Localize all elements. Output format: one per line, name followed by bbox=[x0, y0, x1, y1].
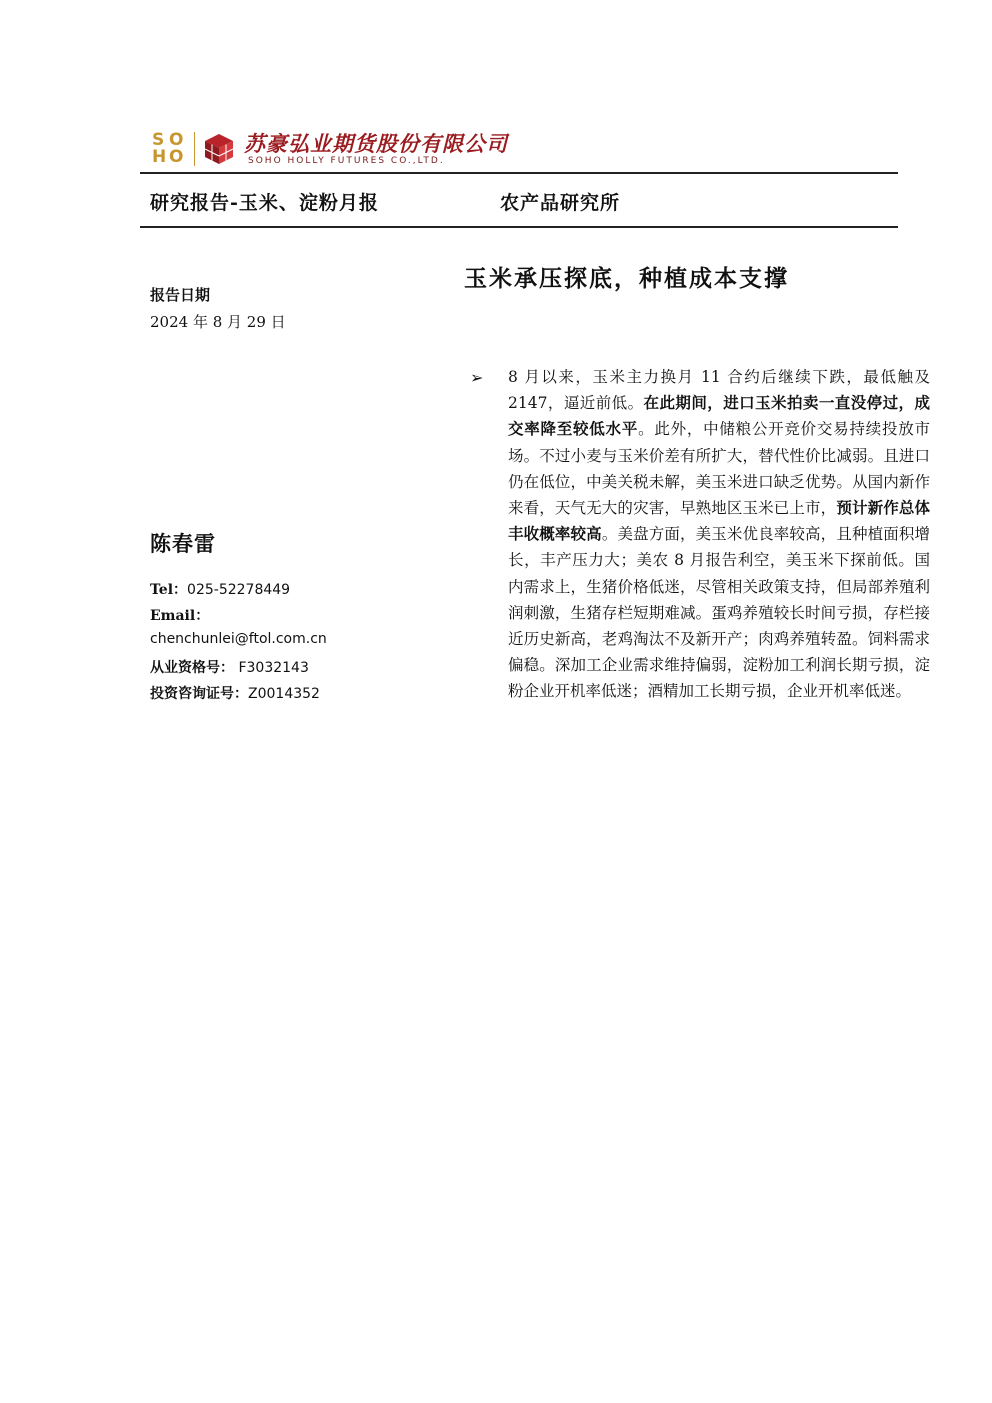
company-logo bbox=[150, 130, 508, 168]
cube-logo-icon bbox=[202, 132, 236, 166]
license-label: 从业资格号： bbox=[150, 660, 234, 676]
summary-highlight: 预计新作总体丰收概率较高 bbox=[508, 498, 930, 544]
header-bottom-rule bbox=[140, 226, 898, 228]
brand-name-en: SOHO HOLLY FUTURES CO.,LTD. bbox=[248, 155, 445, 166]
summary-highlight: 在此期间，进口玉米拍卖一直没停过，成交率降至较低水平 bbox=[508, 393, 930, 439]
email-value[interactable]: chenchunlei@ftol.com.cn bbox=[150, 631, 327, 647]
author-tel bbox=[150, 579, 290, 599]
author-email[interactable] bbox=[150, 631, 327, 647]
tel-value: 025-52278449 bbox=[187, 582, 291, 598]
author-email-label bbox=[150, 605, 209, 625]
brand-name-cn: 苏豪弘业期货股份有限公司 bbox=[244, 130, 508, 156]
advisor-label: 投资咨询证号： bbox=[150, 686, 248, 702]
author-license bbox=[150, 657, 309, 677]
advisor-value: Z0014352 bbox=[248, 686, 320, 702]
tel-label: Tel： bbox=[150, 582, 188, 598]
summary-segment: 。美盘方面，美玉米优良率较高，且种植面积增长，丰产压力大；美农 8 月报告利空，美玉米下探前低。国内需求上，生猪价格低迷，尽管相关政策支持，但局部养殖利润刺激，生猪存栏短期难减。蛋鸡养殖较长时间亏损，存栏接近历史新高，老鸡淘汰不及新开产；肉鸡养殖转盈。饲料需求偏稳。深加工企业需求维持偏弱，淀粉加工利润长期亏损，淀粉企业开机率低迷；酒精加工长期亏损，企业开机率低迷。 bbox=[508, 525, 930, 701]
logo-letter-o: O bbox=[169, 130, 184, 150]
author-advisor-license bbox=[150, 683, 320, 703]
report-date-label: 报告日期 bbox=[150, 286, 211, 304]
soho-logo-mark bbox=[150, 131, 188, 167]
bullet-arrow-icon: ➢ bbox=[470, 368, 484, 387]
logo-letter-h: H bbox=[152, 147, 167, 167]
email-label: Email： bbox=[150, 608, 210, 624]
header-top-rule bbox=[140, 172, 898, 174]
brand-text bbox=[244, 132, 508, 167]
institute-name: 农产品研究所 bbox=[500, 192, 621, 214]
summary-segment: 。此外，中储粮公开竞价交易持续投放市场。不过小麦与玉米价差有所扩大，替代性价比减弱。且进口仍在低位，中美关税未解，美玉米进口缺乏优势。从国内新作来看，天气无大的灾害，早熟地区玉米已上市， bbox=[508, 420, 930, 518]
logo-letter-s: S bbox=[152, 130, 165, 150]
author-name: 陈春雷 bbox=[150, 531, 216, 556]
summary-paragraph bbox=[508, 364, 930, 705]
report-title: 玉米承压探底，种植成本支撑 bbox=[464, 265, 789, 292]
report-type: 研究报告-玉米、淀粉月报 bbox=[150, 192, 379, 214]
logo-letter-o2: O bbox=[169, 147, 184, 167]
logo-divider bbox=[194, 132, 195, 166]
report-date-value: 2024 年 8 月 29 日 bbox=[150, 313, 286, 331]
license-value: F3032143 bbox=[238, 660, 309, 676]
summary-segment: 8 月以来，玉米主力换月 11 合约后继续下跌，最低触及 2147，逼近前低。 bbox=[508, 368, 930, 413]
